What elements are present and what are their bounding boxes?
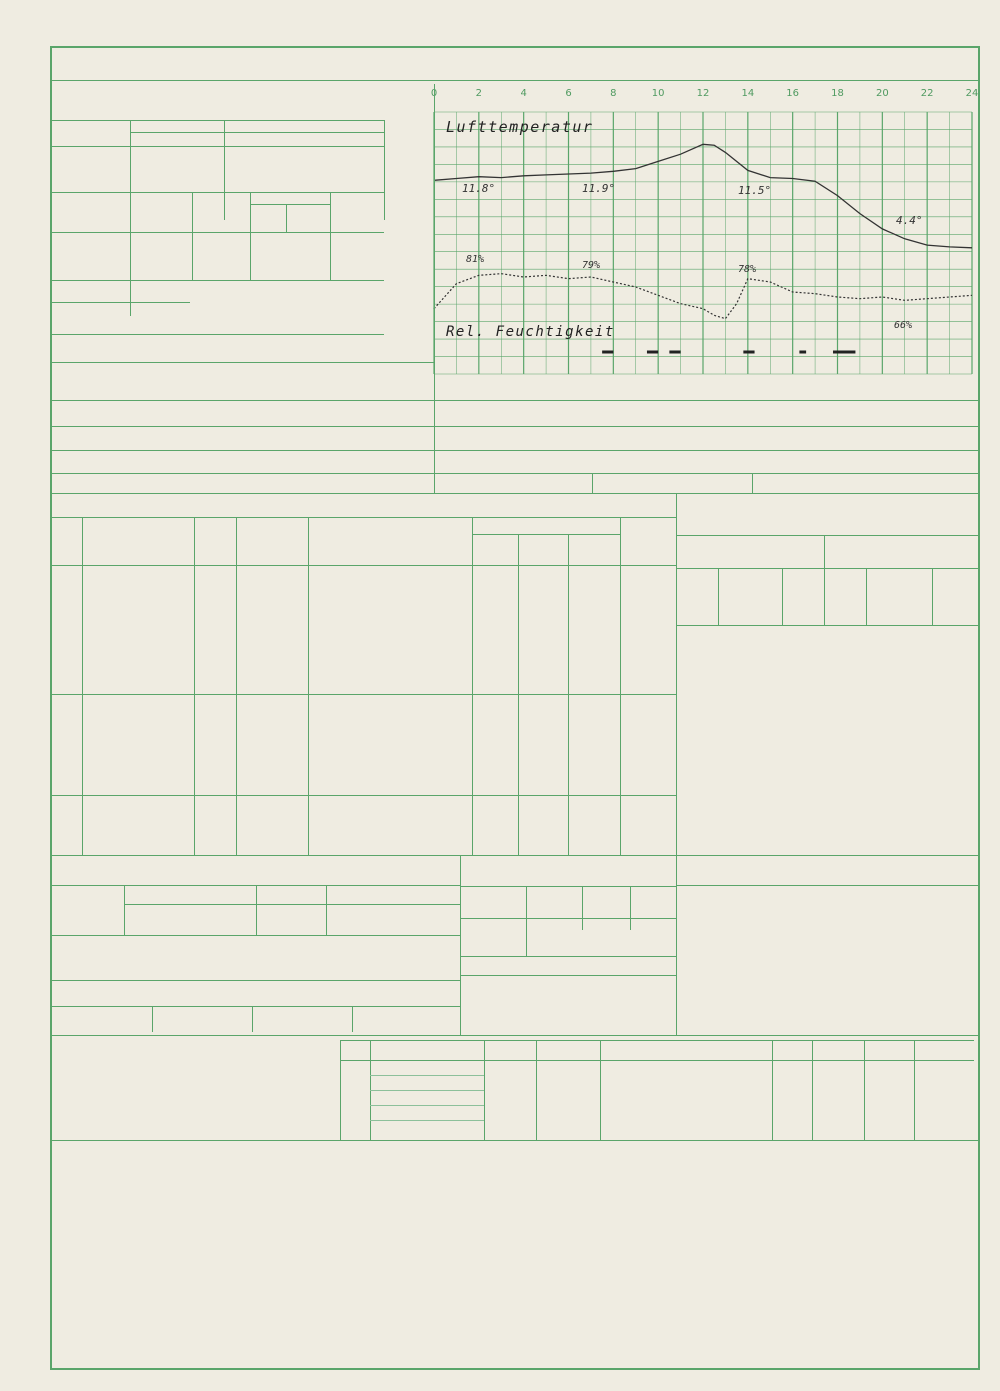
- hour-label: 10: [651, 88, 665, 99]
- hour-label: 12: [696, 88, 710, 99]
- humidity-annotation: 66%: [894, 320, 913, 331]
- humidity-annotation: 78%: [738, 264, 757, 275]
- temperature-annotation: 11.9°: [582, 182, 616, 195]
- ground-temp-row: [198, 309, 234, 324]
- humidity-annotation: 81%: [466, 254, 485, 265]
- wahnsdorf-sun-row: [152, 364, 168, 380]
- humidity-label: Rel. Feuchtigkeit: [446, 324, 615, 340]
- humidity-annotation: 79%: [582, 260, 601, 271]
- hour-label: 24: [965, 88, 979, 99]
- hour-label: 4: [520, 88, 527, 99]
- hour-label: 20: [875, 88, 889, 99]
- temperature-annotation: 11.8°: [462, 182, 496, 195]
- hour-label: 18: [831, 88, 844, 99]
- weather-graph: [420, 84, 979, 384]
- hour-label: 22: [920, 88, 934, 99]
- hour-label: 2: [475, 88, 483, 99]
- hour-label: 0: [430, 88, 438, 99]
- temperature-label: Lufttemperatur: [446, 118, 594, 136]
- temperature-annotation: 4.4°: [896, 214, 923, 227]
- hour-label: 6: [565, 88, 572, 99]
- dresden-sun-row: [154, 341, 176, 357]
- hour-label: 16: [786, 88, 800, 99]
- hour-label: 14: [741, 88, 755, 99]
- temperature-annotation: 11.5°: [738, 184, 772, 197]
- hour-label: 8: [610, 88, 617, 99]
